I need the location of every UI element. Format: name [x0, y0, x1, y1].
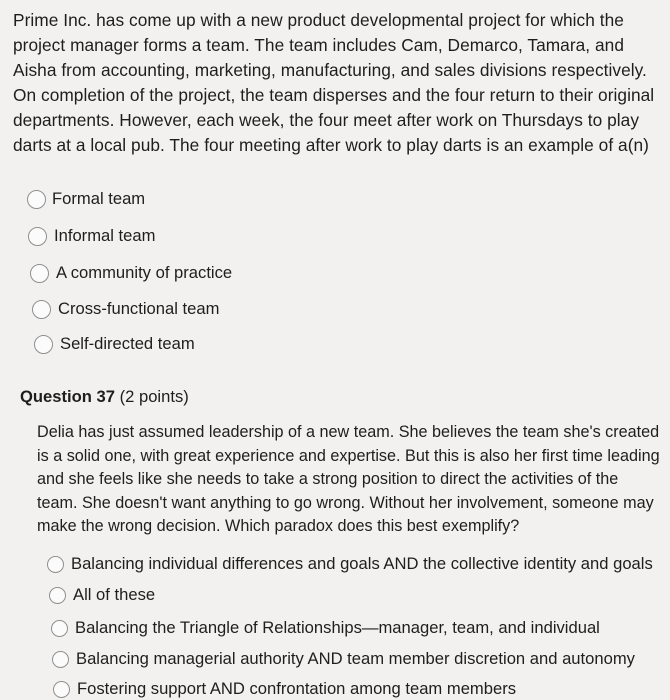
option-label: Balancing managerial authority AND team member discretion and autonomy [76, 649, 635, 668]
option-formal-team[interactable] [27, 189, 145, 209]
option-label: Balancing the Triangle of Relationships—manager, team, and individual [75, 618, 600, 637]
radio-button[interactable] [32, 300, 51, 319]
radio-button[interactable] [47, 556, 64, 573]
question-prompt: Prime Inc. has come up with a new product developmental project for which the project manager forms a team. The team includes Cam, Demarco, Tamara, and Aisha from accounting, marketing, manufacturing, and sales divisions respectively. On completion of the project, the team disperses and the four return to their original departments. However, each week, the four meet after work on Thursdays to play darts at a local pub. The four meeting after work to play darts is an example of a(n) [13, 10, 655, 155]
option-individual-vs-collective[interactable] [47, 554, 653, 574]
radio-button[interactable] [53, 681, 70, 698]
question-title: Question 37 [20, 387, 115, 406]
radio-button[interactable] [27, 190, 46, 209]
option-label: Self-directed team [60, 334, 195, 353]
option-label: Informal team [54, 226, 156, 245]
option-cross-functional-team[interactable] [32, 299, 219, 319]
option-label: All of these [73, 585, 156, 604]
radio-button[interactable] [51, 620, 68, 637]
option-informal-team[interactable] [28, 226, 155, 246]
radio-button[interactable] [52, 651, 69, 668]
option-triangle-of-relationships[interactable] [51, 618, 600, 638]
option-label: A community of practice [56, 263, 233, 282]
option-support-vs-confrontation[interactable] [53, 679, 516, 699]
radio-button[interactable] [30, 264, 49, 283]
option-self-directed-team[interactable] [34, 334, 195, 354]
option-authority-vs-autonomy[interactable] [52, 649, 635, 669]
radio-button[interactable] [49, 587, 66, 604]
option-label: Cross-functional team [58, 299, 220, 318]
option-community-of-practice[interactable] [30, 263, 232, 283]
option-label: Formal team [52, 189, 146, 208]
option-label: Balancing individual differences and goals AND the collective identity and goals [71, 554, 653, 573]
radio-button[interactable] [34, 335, 53, 354]
option-all-of-these[interactable] [49, 585, 155, 605]
radio-button[interactable] [28, 227, 47, 246]
question-points: (2 points) [119, 387, 189, 406]
option-label: Fostering support AND confrontation among team members [77, 679, 517, 698]
question-prompt: Delia has just assumed leadership of a new team. She believes the team she's created is a solid one, with great experience and expertise. But this is also her first time leading and she feels like she needs to take a strong position to direct the activities of the team. She doesn't want anything to go wrong. Without her involvement, someone may make the wrong decision. Which paradox does this best exemplify? [37, 423, 660, 536]
question-header [20, 387, 189, 407]
